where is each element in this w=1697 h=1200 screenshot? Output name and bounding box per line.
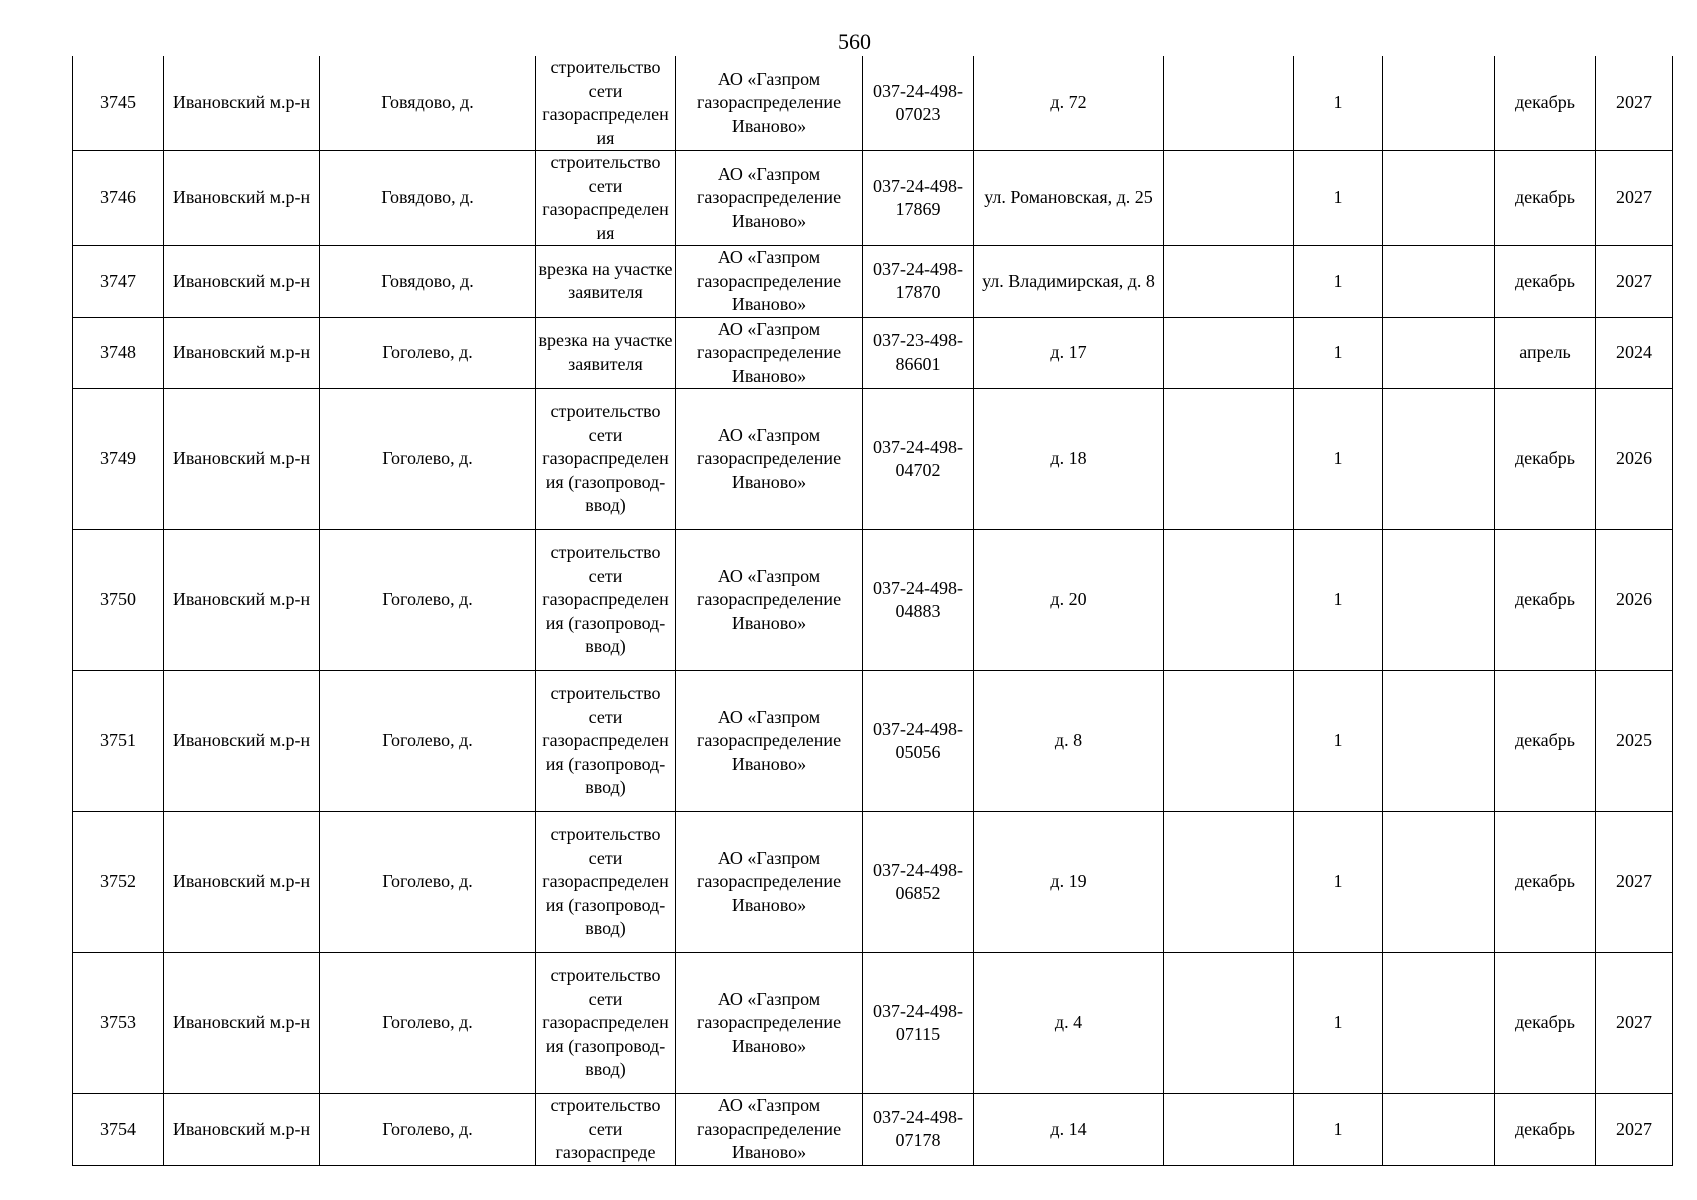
- organization-cell-text: АО «Газпром газораспределение Иваново»: [696, 706, 842, 774]
- quantity-cell: [1294, 246, 1383, 318]
- row-number: [73, 530, 164, 671]
- application-code-cell-text: 037-24-498-04883: [873, 577, 963, 621]
- district-cell-text: Ивановский м.р-н: [172, 1012, 311, 1033]
- district-cell-text: Ивановский м.р-н: [172, 342, 311, 362]
- address-cell-text: д. 17: [1050, 342, 1087, 362]
- empty-cell-8: [1164, 389, 1294, 530]
- empty-cell-10: [1383, 56, 1495, 151]
- year-cell: [1596, 812, 1673, 953]
- month-cell: [1495, 671, 1596, 812]
- address-cell-text: д. 19: [1050, 871, 1087, 892]
- row-number: [73, 317, 164, 389]
- address-cell-text: д. 8: [1054, 730, 1083, 751]
- year-cell-text: 2024: [1616, 342, 1652, 362]
- table-row: [73, 1094, 1673, 1166]
- empty-cell-8: [1164, 671, 1294, 812]
- row-number-text: 3748: [100, 342, 136, 362]
- address-cell: [974, 671, 1164, 812]
- quantity-cell-text: 1: [1333, 448, 1343, 469]
- page-number-text: 560: [838, 29, 871, 54]
- address-cell-text: ул. Владимирская, д. 8: [982, 270, 1155, 291]
- application-code-cell-text: 037-24-498-06852: [873, 859, 963, 903]
- month-cell: [1495, 389, 1596, 530]
- table-row: [73, 812, 1673, 953]
- settlement-cell-text: Гоголево, д.: [382, 871, 473, 892]
- row-number: [73, 151, 164, 246]
- empty-cell-8: [1164, 246, 1294, 318]
- application-code-cell-text: 037-24-498-07023: [873, 80, 963, 124]
- row-number-text: 3751: [100, 730, 136, 751]
- row-number-text: 3750: [100, 589, 136, 610]
- year-cell: [1596, 1094, 1673, 1166]
- address-cell: [974, 1094, 1164, 1166]
- organization-cell-text: АО «Газпром газораспределение Иваново»: [696, 424, 842, 492]
- month-cell-text: декабрь: [1515, 187, 1575, 208]
- month-cell-text: декабрь: [1515, 1012, 1575, 1033]
- quantity-cell: [1294, 151, 1383, 246]
- application-code-cell-text: 037-24-498-17869: [873, 175, 963, 219]
- district-cell: [164, 812, 320, 953]
- table-row: [73, 671, 1673, 812]
- quantity-cell-text: 1: [1333, 1012, 1343, 1033]
- application-code-cell: [863, 953, 974, 1094]
- settlement-cell-text: Говядово, д.: [381, 92, 474, 113]
- district-cell: [164, 389, 320, 530]
- address-cell: [974, 317, 1164, 389]
- organization-cell: [676, 953, 863, 1094]
- quantity-cell: [1294, 812, 1383, 953]
- application-code-cell-text: 037-24-498-04702: [873, 436, 963, 480]
- row-number: [73, 56, 164, 151]
- month-cell-text: апрель: [1519, 342, 1571, 362]
- work-type-cell-text: строительство сети газораспределения (газопровод-ввод): [542, 401, 669, 516]
- application-code-cell: [863, 1094, 974, 1166]
- organization-cell-text: АО «Газпром газораспределение Иваново»: [696, 565, 842, 633]
- work-type-cell-text: врезка на участке заявителя: [538, 330, 673, 374]
- work-type-cell: [536, 953, 676, 1094]
- month-cell: [1495, 530, 1596, 671]
- address-cell: [974, 530, 1164, 671]
- settlement-cell-text: Гоголево, д.: [382, 448, 473, 469]
- table-row: [73, 317, 1673, 389]
- empty-cell-8: [1164, 953, 1294, 1094]
- work-type-cell-text: врезка на участке заявителя: [538, 258, 673, 303]
- year-cell: [1596, 317, 1673, 389]
- work-type-cell-text: строительство сети газораспределения: [542, 152, 669, 243]
- organization-cell-text: АО «Газпром газораспределение Иваново»: [696, 163, 842, 231]
- empty-cell-8: [1164, 317, 1294, 389]
- settlement-cell: [320, 317, 536, 389]
- year-cell: [1596, 246, 1673, 318]
- month-cell-text: декабрь: [1515, 589, 1575, 610]
- quantity-cell-text: 1: [1333, 730, 1343, 751]
- row-number-text: 3754: [100, 1118, 136, 1139]
- application-code-cell: [863, 56, 974, 151]
- empty-cell-10: [1383, 812, 1495, 953]
- application-code-cell-text: 037-24-498-07178: [873, 1106, 963, 1151]
- organization-cell-text: АО «Газпром газораспределение Иваново»: [696, 847, 842, 915]
- work-type-cell-text: строительство сети газораспределения (газопровод-ввод): [542, 965, 669, 1080]
- year-cell-text: 2027: [1616, 1118, 1652, 1139]
- work-type-cell-text: строительство сети газораспределения (газопровод-ввод): [542, 542, 669, 657]
- district-cell-text: Ивановский м.р-н: [172, 1118, 311, 1139]
- month-cell: [1495, 151, 1596, 246]
- settlement-cell-text: Говядово, д.: [381, 187, 474, 208]
- organization-cell-text: АО «Газпром газораспределение Иваново»: [696, 318, 842, 386]
- table-body: [73, 56, 1673, 1165]
- work-type-cell-text: строительство сети газораспределения: [542, 57, 669, 148]
- empty-cell-10: [1383, 953, 1495, 1094]
- application-code-cell: [863, 151, 974, 246]
- organization-cell: [676, 671, 863, 812]
- application-code-cell: [863, 671, 974, 812]
- district-cell: [164, 953, 320, 1094]
- settlement-cell: [320, 671, 536, 812]
- table-row: [73, 389, 1673, 530]
- month-cell-text: декабрь: [1515, 270, 1575, 291]
- address-cell-text: д. 72: [1050, 92, 1087, 113]
- table-row: [73, 530, 1673, 671]
- empty-cell-8: [1164, 812, 1294, 953]
- row-number-text: 3745: [100, 92, 136, 113]
- district-cell: [164, 56, 320, 151]
- settlement-cell: [320, 812, 536, 953]
- quantity-cell: [1294, 530, 1383, 671]
- application-code-cell: [863, 530, 974, 671]
- empty-cell-10: [1383, 671, 1495, 812]
- application-code-cell-text: 037-24-498-05056: [873, 718, 963, 762]
- organization-cell: [676, 151, 863, 246]
- empty-cell-8: [1164, 530, 1294, 671]
- row-number-text: 3753: [100, 1012, 136, 1033]
- organization-cell-text: АО «Газпром газораспределение Иваново»: [696, 68, 842, 136]
- settlement-cell-text: Гоголево, д.: [382, 589, 473, 610]
- application-code-cell: [863, 246, 974, 318]
- address-cell: [974, 151, 1164, 246]
- address-cell-text: д. 14: [1050, 1118, 1087, 1139]
- organization-cell: [676, 317, 863, 389]
- row-number: [73, 671, 164, 812]
- empty-cell-10: [1383, 246, 1495, 318]
- empty-cell-10: [1383, 389, 1495, 530]
- quantity-cell: [1294, 1094, 1383, 1166]
- work-type-cell: [536, 530, 676, 671]
- district-cell-text: Ивановский м.р-н: [172, 270, 311, 291]
- year-cell: [1596, 151, 1673, 246]
- empty-cell-8: [1164, 1094, 1294, 1166]
- district-cell: [164, 151, 320, 246]
- settlement-cell: [320, 151, 536, 246]
- empty-cell-10: [1383, 1094, 1495, 1166]
- settlement-cell: [320, 1094, 536, 1166]
- work-type-cell-text: строительство сети газораспределения (газопровод-ввод): [542, 824, 669, 939]
- work-type-cell: [536, 246, 676, 318]
- work-type-cell: [536, 151, 676, 246]
- row-number-text: 3747: [100, 270, 136, 291]
- quantity-cell: [1294, 389, 1383, 530]
- row-number-text: 3749: [100, 448, 136, 469]
- district-cell-text: Ивановский м.р-н: [172, 730, 311, 751]
- application-code-cell: [863, 389, 974, 530]
- quantity-cell-text: 1: [1333, 92, 1343, 113]
- address-cell: [974, 389, 1164, 530]
- organization-cell-text: АО «Газпром газораспределение Иваново»: [696, 988, 842, 1056]
- organization-cell-text: АО «Газпром газораспределение Иваново»: [696, 247, 842, 314]
- settlement-cell-text: Гоголево, д.: [382, 1118, 473, 1139]
- page-number: [0, 28, 1697, 56]
- district-cell: [164, 1094, 320, 1166]
- district-cell-text: Ивановский м.р-н: [172, 448, 311, 469]
- month-cell: [1495, 317, 1596, 389]
- settlement-cell-text: Говядово, д.: [381, 270, 474, 291]
- year-cell-text: 2025: [1616, 730, 1652, 751]
- month-cell-text: декабрь: [1515, 730, 1575, 751]
- year-cell-text: 2027: [1616, 187, 1652, 208]
- quantity-cell: [1294, 953, 1383, 1094]
- year-cell-text: 2027: [1616, 270, 1652, 291]
- year-cell-text: 2027: [1616, 92, 1652, 113]
- month-cell-text: декабрь: [1515, 92, 1575, 113]
- table-row: [73, 151, 1673, 246]
- empty-cell-10: [1383, 530, 1495, 671]
- empty-cell-8: [1164, 151, 1294, 246]
- address-cell-text: д. 4: [1054, 1012, 1083, 1033]
- application-code-cell-text: 037-24-498-07115: [873, 1000, 963, 1044]
- application-code-cell-text: 037-24-498-17870: [873, 258, 963, 303]
- year-cell: [1596, 953, 1673, 1094]
- month-cell-text: декабрь: [1515, 1118, 1575, 1139]
- month-cell: [1495, 953, 1596, 1094]
- address-cell-text: д. 20: [1050, 589, 1087, 610]
- settlement-cell: [320, 56, 536, 151]
- district-cell-text: Ивановский м.р-н: [172, 589, 311, 610]
- year-cell-text: 2027: [1616, 1012, 1652, 1033]
- district-cell: [164, 246, 320, 318]
- work-type-cell: [536, 671, 676, 812]
- row-number: [73, 246, 164, 318]
- row-number: [73, 1094, 164, 1166]
- year-cell-text: 2026: [1616, 448, 1652, 469]
- table-row: [73, 56, 1673, 151]
- quantity-cell-text: 1: [1333, 270, 1343, 291]
- row-number-text: 3746: [100, 187, 136, 208]
- work-type-cell-text: строительство сети газораспределения (газопровод-ввод): [542, 683, 669, 798]
- quantity-cell: [1294, 56, 1383, 151]
- year-cell-text: 2026: [1616, 589, 1652, 610]
- organization-cell-text: АО «Газпром газораспределение Иваново»: [696, 1095, 842, 1162]
- work-type-cell: [536, 389, 676, 530]
- quantity-cell-text: 1: [1333, 342, 1343, 362]
- district-cell: [164, 530, 320, 671]
- quantity-cell: [1294, 671, 1383, 812]
- organization-cell: [676, 246, 863, 318]
- settlement-cell-text: Гоголево, д.: [382, 1012, 473, 1033]
- month-cell: [1495, 56, 1596, 151]
- year-cell: [1596, 389, 1673, 530]
- settlement-cell: [320, 389, 536, 530]
- work-type-cell: [536, 317, 676, 389]
- month-cell: [1495, 246, 1596, 318]
- district-cell: [164, 317, 320, 389]
- row-number: [73, 812, 164, 953]
- year-cell-text: 2027: [1616, 871, 1652, 892]
- settlement-cell: [320, 953, 536, 1094]
- address-cell: [974, 812, 1164, 953]
- quantity-cell-text: 1: [1333, 1118, 1343, 1139]
- row-number-text: 3752: [100, 871, 136, 892]
- settlement-cell-text: Гоголево, д.: [382, 342, 473, 362]
- address-cell: [974, 56, 1164, 151]
- organization-cell: [676, 1094, 863, 1166]
- address-cell: [974, 953, 1164, 1094]
- district-cell-text: Ивановский м.р-н: [172, 871, 311, 892]
- address-cell: [974, 246, 1164, 318]
- settlement-cell: [320, 246, 536, 318]
- organization-cell: [676, 389, 863, 530]
- table-row: [73, 953, 1673, 1094]
- work-type-cell: [536, 56, 676, 151]
- settlement-cell-text: Гоголево, д.: [382, 730, 473, 751]
- work-type-cell: [536, 812, 676, 953]
- empty-cell-8: [1164, 56, 1294, 151]
- year-cell: [1596, 671, 1673, 812]
- table-row: [73, 246, 1673, 318]
- registry-table: [72, 56, 1673, 1166]
- work-type-cell-text: строительство сети газораспреде: [550, 1095, 661, 1162]
- row-number: [73, 389, 164, 530]
- work-type-cell: [536, 1094, 676, 1166]
- quantity-cell-text: 1: [1333, 187, 1343, 208]
- address-cell-text: д. 18: [1050, 448, 1087, 469]
- empty-cell-10: [1383, 151, 1495, 246]
- application-code-cell: [863, 317, 974, 389]
- quantity-cell: [1294, 317, 1383, 389]
- month-cell: [1495, 812, 1596, 953]
- month-cell-text: декабрь: [1515, 448, 1575, 469]
- month-cell: [1495, 1094, 1596, 1166]
- empty-cell-10: [1383, 317, 1495, 389]
- district-cell-text: Ивановский м.р-н: [172, 187, 311, 208]
- address-cell-text: ул. Романовская, д. 25: [984, 187, 1153, 208]
- year-cell: [1596, 530, 1673, 671]
- district-cell: [164, 671, 320, 812]
- organization-cell: [676, 530, 863, 671]
- organization-cell: [676, 812, 863, 953]
- quantity-cell-text: 1: [1333, 589, 1343, 610]
- application-code-cell-text: 037-23-498-86601: [873, 330, 963, 374]
- month-cell-text: декабрь: [1515, 871, 1575, 892]
- settlement-cell: [320, 530, 536, 671]
- application-code-cell: [863, 812, 974, 953]
- quantity-cell-text: 1: [1333, 871, 1343, 892]
- row-number: [73, 953, 164, 1094]
- district-cell-text: Ивановский м.р-н: [172, 92, 311, 113]
- year-cell: [1596, 56, 1673, 151]
- organization-cell: [676, 56, 863, 151]
